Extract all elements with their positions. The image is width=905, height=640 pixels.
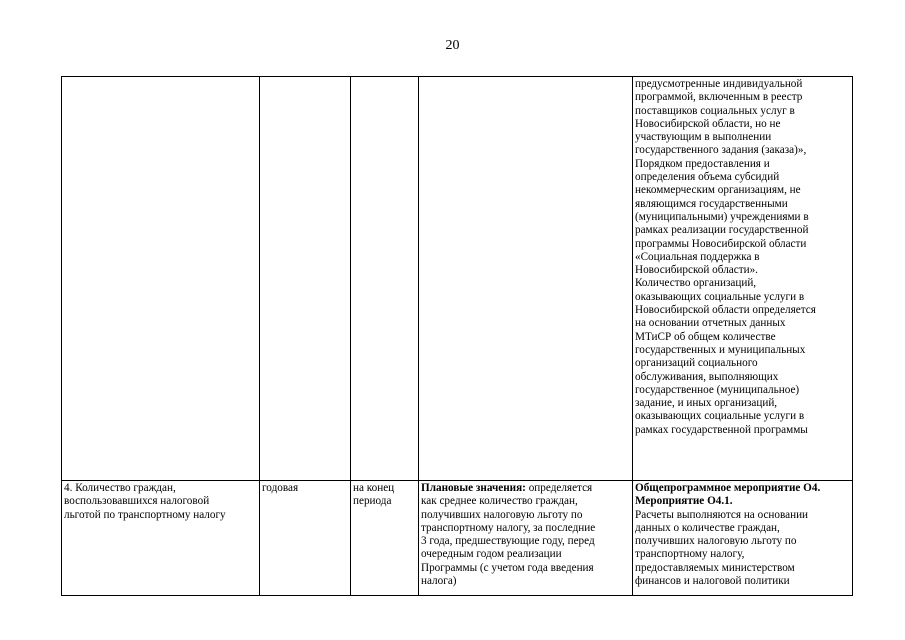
text-line: Новосибирской области, но не <box>635 117 781 130</box>
text-line: получивших налоговую льготу по <box>421 508 583 521</box>
text-line: «Социальная поддержка в <box>635 250 760 263</box>
text-line: Порядком предоставления и <box>635 157 770 170</box>
text-line: (муниципальными) учреждениями в <box>635 210 809 223</box>
text-line: государственного задания (заказа)», <box>635 144 807 157</box>
methodology-cell <box>633 77 853 481</box>
text-line: задание, и иных организаций, <box>635 397 778 410</box>
text-line: программы Новосибирской области <box>635 237 807 250</box>
methodology-cell <box>633 481 853 596</box>
text-line: 4. Количество граждан, <box>64 482 176 494</box>
text-line: государственное (муниципальное) <box>635 383 800 396</box>
period-cell <box>351 481 419 596</box>
text-line: Общепрограммное мероприятие О4. <box>635 482 821 494</box>
table-row <box>62 77 853 481</box>
indicator-table <box>61 76 853 596</box>
text-line: являющимся государственными <box>635 197 788 210</box>
text-line: на конец <box>353 482 395 494</box>
text-line: периода <box>353 495 392 508</box>
table-cell <box>351 77 419 481</box>
text-line: 3 года, предшествующие году, перед <box>421 535 595 548</box>
table-cell <box>260 77 351 481</box>
text-line: годовая <box>262 482 299 494</box>
text-line: льготой по транспортному налогу <box>64 508 226 521</box>
indicator-name-cell <box>62 481 260 596</box>
frequency-cell <box>260 481 351 596</box>
text-line: государственных и муниципальных <box>635 343 806 356</box>
text-line: рамках реализации государственной <box>635 224 809 237</box>
table-row <box>62 481 853 596</box>
text-line: организаций социального <box>635 357 758 370</box>
calculation-cell <box>419 481 633 596</box>
text-line: некоммерческим организациям, не <box>635 184 801 197</box>
text-line: данных о количестве граждан, <box>635 521 780 534</box>
text-line: как среднее количество граждан, <box>421 495 578 508</box>
text-line: предоставляемых министерством <box>635 561 795 574</box>
text-line: Мероприятие О4.1. <box>635 495 733 508</box>
text-line <box>421 482 630 495</box>
bold-label: Плановые значения: <box>421 482 526 494</box>
page-number: 20 <box>445 38 460 53</box>
text-line: определения объема субсидий <box>635 171 780 184</box>
text-line: МТиСР об общем количестве <box>635 330 776 343</box>
text-line: транспортному налогу, <box>635 548 745 561</box>
text-line: транспортному налогу, за последние <box>421 521 596 534</box>
text-line: финансов и налоговой политики <box>635 575 790 588</box>
text-line: оказывающих социальные услуги в <box>635 410 805 423</box>
text-line: предусмотренные индивидуальной <box>635 78 803 90</box>
text-line: на основании отчетных данных <box>635 317 786 330</box>
text-line: получивших налоговую льготу по <box>635 535 797 548</box>
text-line: Количество организаций, <box>635 277 757 290</box>
text-line: Программы (с учетом года введения <box>421 561 594 574</box>
text-line: рамках государственной программы <box>635 423 808 436</box>
text-line: воспользовавшихся налоговой <box>64 495 210 508</box>
text-line: участвующим в выполнении <box>635 131 772 144</box>
text-line: оказывающих социальные услуги в <box>635 290 805 303</box>
text-line: Расчеты выполняются на основании <box>635 508 809 521</box>
table-cell <box>419 77 633 481</box>
text-run: определяется <box>525 482 593 494</box>
text-line: Новосибирской области определяется <box>635 304 816 317</box>
table-cell <box>62 77 260 481</box>
text-line: поставщиков социальных услуг в <box>635 104 795 117</box>
text-line: налога) <box>421 575 457 588</box>
text-line: программой, включенным в реестр <box>635 91 803 104</box>
text-line: очередным годом реализации <box>421 548 562 561</box>
text-line: обслуживания, выполняющих <box>635 370 779 383</box>
text-line: Новосибирской области». <box>635 264 758 277</box>
